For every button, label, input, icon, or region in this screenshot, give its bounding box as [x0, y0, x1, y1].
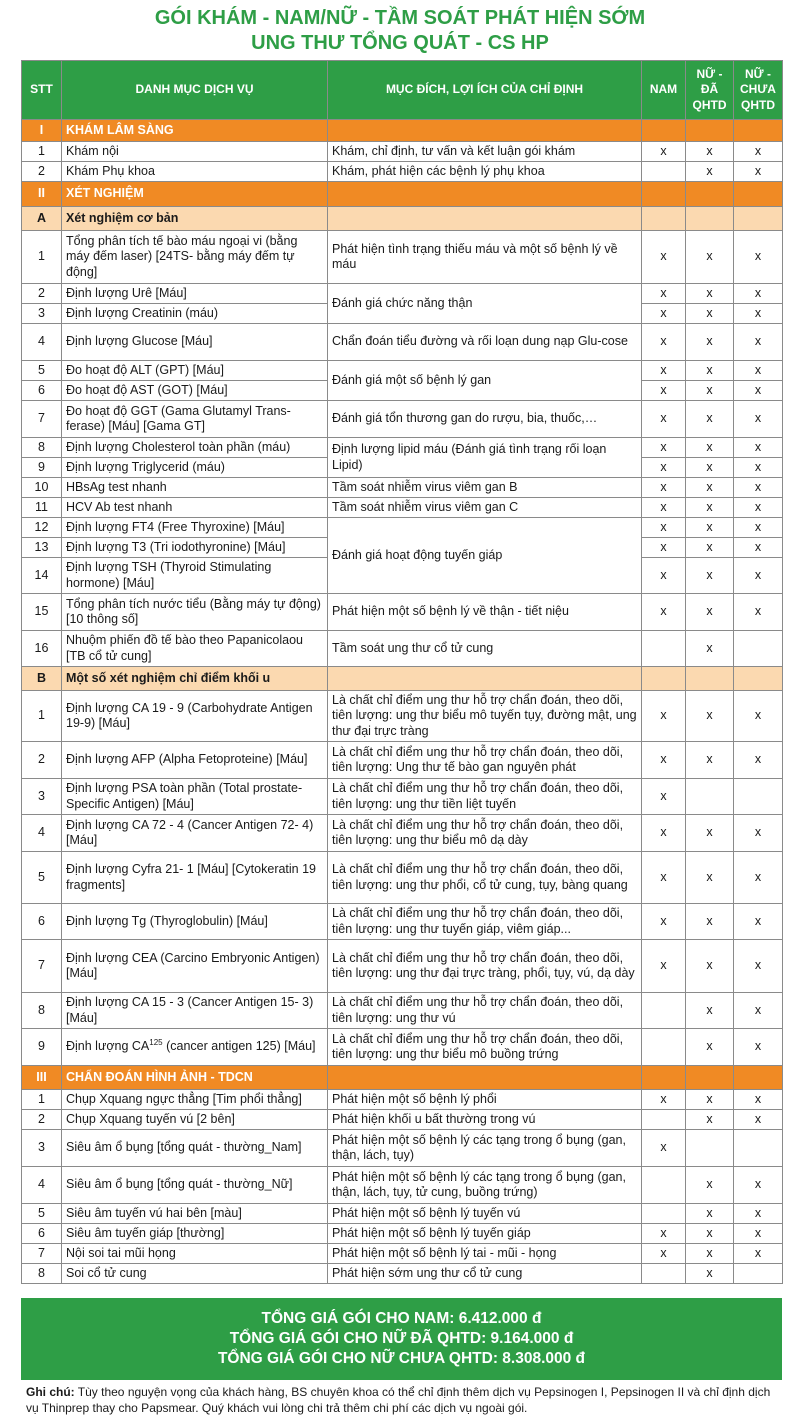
service-name-cell: Định lượng T3 (Tri iodothyronine) [Máu] — [62, 538, 328, 558]
section-label-cell: KHÁM LÂM SÀNG — [62, 120, 328, 142]
nu-chua-qhtd-mark-cell: x — [734, 401, 783, 438]
service-name-cell: HBsAg test nhanh — [62, 478, 328, 498]
table-row — [22, 940, 783, 993]
header-purpose: MỤC ĐÍCH, LỢI ÍCH CỦA CHỈ ĐỊNH — [328, 61, 642, 120]
service-name-cell: Định lượng AFP (Alpha Fetoproteine) [Máu] — [62, 742, 328, 779]
table-row — [22, 1029, 783, 1066]
nu-da-qhtd-mark-cell: x — [686, 940, 734, 993]
purpose-cell: Là chất chỉ điểm ung thư hỗ trợ chẩn đoán, theo dõi, tiên lượng: ung thư phổi, cổ tử cung, tụy, bàng quang — [328, 852, 642, 904]
purpose-cell: Phát hiện một số bệnh lý tai - mũi - họng — [328, 1244, 642, 1264]
nu-da-qhtd-mark-cell: x — [686, 438, 734, 458]
service-name-cell: Định lượng Tg (Thyroglobulin) [Máu] — [62, 904, 328, 940]
nu-da-qhtd-mark-cell: x — [686, 1224, 734, 1244]
stt-cell: 13 — [22, 538, 62, 558]
nam-mark-cell: x — [642, 324, 686, 361]
service-name-cell: Định lượng Cholesterol toàn phần (máu) — [62, 438, 328, 458]
purpose-cell: Là chất chỉ điểm ung thư hỗ trợ chẩn đoán, theo dõi, tiên lượng: Ung thư tế bào gan nguyên phát — [328, 742, 642, 779]
table-cell — [642, 667, 686, 691]
nu-da-qhtd-mark-cell: x — [686, 361, 734, 381]
stt-cell: 2 — [22, 284, 62, 304]
service-name-cell: Siêu âm ổ bụng [tổng quát - thường_Nữ] — [62, 1167, 328, 1204]
table-row — [22, 815, 783, 852]
purpose-cell: Đánh giá tổn thương gan do rượu, bia, thuốc,… — [328, 401, 642, 438]
table-row — [22, 631, 783, 667]
footnote-label: Ghi chú: — [26, 1385, 75, 1399]
nu-chua-qhtd-mark-cell: x — [734, 904, 783, 940]
table-cell — [734, 667, 783, 691]
nam-mark-cell: x — [642, 1244, 686, 1264]
nam-mark-cell: x — [642, 538, 686, 558]
service-name-cell: Chụp Xquang tuyến vú [2 bên] — [62, 1110, 328, 1130]
header-nu-da: NỮ - ĐÃ QHTD — [686, 61, 734, 120]
total-nu-chua-qhtd: TỔNG GIÁ GÓI CHO NỮ CHƯA QHTD: 8.308.000 đ — [217, 1350, 586, 1367]
purpose-cell: Phát hiện một số bệnh lý về thận - tiết niệu — [328, 594, 642, 631]
subsection-row-chi-diem-khoi-u — [22, 667, 783, 691]
stt-cell: I — [22, 120, 62, 142]
nu-da-qhtd-mark-cell: x — [686, 1167, 734, 1204]
stt-cell: 5 — [22, 361, 62, 381]
table-cell — [328, 120, 642, 142]
section-row-chan-doan-hinh-anh — [22, 1066, 783, 1090]
nam-mark-cell: x — [642, 558, 686, 594]
section-label-cell: XÉT NGHIỆM — [62, 182, 328, 207]
subsection-row-co-ban — [22, 207, 783, 231]
service-name-cell: Định lượng TSH (Thyroid Stimulating hormone) [Máu] — [62, 558, 328, 594]
footnote — [26, 1384, 786, 1416]
nu-chua-qhtd-mark-cell: x — [734, 691, 783, 742]
total-nam: TỔNG GIÁ GÓI CHO NAM: 6.412.000 đ — [261, 1310, 542, 1327]
table-cell — [686, 1066, 734, 1090]
service-name-cell: Siêu âm ổ bụng [tổng quát - thường_Nam] — [62, 1130, 328, 1167]
nam-mark-cell: x — [642, 1224, 686, 1244]
section-label-cell: CHẨN ĐOÁN HÌNH ẢNH - TDCN — [62, 1066, 328, 1090]
table-cell — [686, 120, 734, 142]
table-row — [22, 438, 783, 458]
nu-chua-qhtd-mark-cell: x — [734, 361, 783, 381]
nu-chua-qhtd-mark-cell: x — [734, 231, 783, 284]
nu-chua-qhtd-mark-cell: x — [734, 742, 783, 779]
stt-cell: 1 — [22, 142, 62, 162]
service-name-cell: Đo hoạt độ AST (GOT) [Máu] — [62, 381, 328, 401]
service-name-cell: HCV Ab test nhanh — [62, 498, 328, 518]
stt-cell: 15 — [22, 594, 62, 631]
service-name-cell: Định lượng CA 15 - 3 (Cancer Antigen 15- 3) [Máu] — [62, 993, 328, 1029]
table-row — [22, 162, 783, 182]
nu-da-qhtd-mark-cell: x — [686, 1264, 734, 1284]
nam-mark-cell — [642, 1029, 686, 1066]
service-name-cell: Siêu âm tuyến vú hai bên [màu] — [62, 1204, 328, 1224]
service-name-cell: Định lượng Creatinin (máu) — [62, 304, 328, 324]
purpose-cell: Phát hiện một số bệnh lý tuyến giáp — [328, 1224, 642, 1244]
purpose-cell: Là chất chỉ điểm ung thư hỗ trợ chẩn đoán, theo dõi, tiên lượng: ung thư biểu mô tuyến tụy, đường mật, ung thư đại trực tràng — [328, 691, 642, 742]
stt-cell: 1 — [22, 1090, 62, 1110]
nu-chua-qhtd-mark-cell: x — [734, 142, 783, 162]
table-row — [22, 401, 783, 438]
header-nam: NAM — [642, 61, 686, 120]
purpose-cell: Phát hiện sớm ung thư cổ tử cung — [328, 1264, 642, 1284]
nu-chua-qhtd-mark-cell: x — [734, 304, 783, 324]
stt-cell: 4 — [22, 1167, 62, 1204]
table-cell — [328, 182, 642, 207]
stt-cell: 7 — [22, 1244, 62, 1264]
nam-mark-cell: x — [642, 852, 686, 904]
service-name-cell: Tổng phân tích nước tiểu (Bằng máy tự động) [10 thông số] — [62, 594, 328, 631]
service-name-cell: Định lượng Cyfra 21- 1 [Máu] [Cytokeratin 19 fragments] — [62, 852, 328, 904]
header-service: DANH MỤC DỊCH VỤ — [62, 61, 328, 120]
table-row — [22, 231, 783, 284]
nu-da-qhtd-mark-cell: x — [686, 381, 734, 401]
service-name-cell: Chụp Xquang ngực thẳng [Tim phổi thẳng] — [62, 1090, 328, 1110]
stt-cell: 4 — [22, 324, 62, 361]
nam-mark-cell: x — [642, 361, 686, 381]
nu-chua-qhtd-mark-cell: x — [734, 993, 783, 1029]
nu-chua-qhtd-mark-cell: x — [734, 1224, 783, 1244]
table-cell — [642, 182, 686, 207]
stt-cell: 9 — [22, 458, 62, 478]
nu-da-qhtd-mark-cell: x — [686, 1244, 734, 1264]
table-cell — [642, 1066, 686, 1090]
stt-cell: III — [22, 1066, 62, 1090]
stt-cell: A — [22, 207, 62, 231]
table-row — [22, 904, 783, 940]
nam-mark-cell: x — [642, 594, 686, 631]
stt-cell: 5 — [22, 1204, 62, 1224]
purpose-cell: Phát hiện khối u bất thường trong vú — [328, 1110, 642, 1130]
table-row — [22, 852, 783, 904]
nu-da-qhtd-mark-cell: x — [686, 742, 734, 779]
table-row — [22, 691, 783, 742]
stt-cell: 9 — [22, 1029, 62, 1066]
purpose-cell: Là chất chỉ điểm ung thư hỗ trợ chẩn đoán, theo dõi, tiên lượng: ung thư biểu mô buồng trứng — [328, 1029, 642, 1066]
stt-cell: 2 — [22, 742, 62, 779]
nu-da-qhtd-mark-cell: x — [686, 142, 734, 162]
purpose-cell: Tầm soát nhiễm virus viêm gan B — [328, 478, 642, 498]
nam-mark-cell — [642, 993, 686, 1029]
service-name-cell: Định lượng PSA toàn phần (Total prostate-Specific Antigen) [Máu] — [62, 779, 328, 815]
table-cell — [734, 120, 783, 142]
nu-chua-qhtd-mark-cell — [734, 1264, 783, 1284]
stt-cell: 7 — [22, 401, 62, 438]
nu-da-qhtd-mark-cell: x — [686, 1110, 734, 1130]
nam-mark-cell: x — [642, 779, 686, 815]
nam-mark-cell: x — [642, 478, 686, 498]
stt-cell: 3 — [22, 779, 62, 815]
stt-cell: 7 — [22, 940, 62, 993]
table-cell — [686, 207, 734, 231]
section-label-cell: Xét nghiệm cơ bản — [62, 207, 328, 231]
table-cell — [686, 667, 734, 691]
stt-cell: 16 — [22, 631, 62, 667]
nu-da-qhtd-mark-cell: x — [686, 401, 734, 438]
purpose-cell: Khám, chỉ định, tư vấn và kết luận gói khám — [328, 142, 642, 162]
table-row — [22, 742, 783, 779]
service-name-cell: Định lượng Glucose [Máu] — [62, 324, 328, 361]
table-row — [22, 142, 783, 162]
nam-mark-cell: x — [642, 498, 686, 518]
purpose-cell: Là chất chỉ điểm ung thư hỗ trợ chẩn đoán, theo dõi, tiên lượng: ung thư đại trực tràng, phổi, tụy, vú, dạ dày — [328, 940, 642, 993]
nu-da-qhtd-mark-cell: x — [686, 852, 734, 904]
table-row — [22, 594, 783, 631]
nu-da-qhtd-mark-cell — [686, 1130, 734, 1167]
nu-chua-qhtd-mark-cell: x — [734, 1204, 783, 1224]
stt-cell: 8 — [22, 1264, 62, 1284]
nam-mark-cell: x — [642, 691, 686, 742]
nam-mark-cell: x — [642, 1130, 686, 1167]
service-name-cell: Tổng phân tích tế bào máu ngoại vi (bằng máy đếm laser) [24TS- bằng máy đếm tự động] — [62, 231, 328, 284]
table-row — [22, 1244, 783, 1264]
purpose-cell: Tầm soát nhiễm virus viêm gan C — [328, 498, 642, 518]
nam-mark-cell: x — [642, 231, 686, 284]
table-cell — [328, 207, 642, 231]
section-label-cell: Một số xét nghiệm chỉ điểm khối u — [62, 667, 328, 691]
stt-cell: 10 — [22, 478, 62, 498]
nam-mark-cell: x — [642, 940, 686, 993]
nu-da-qhtd-mark-cell: x — [686, 631, 734, 667]
nam-mark-cell — [642, 1204, 686, 1224]
nu-da-qhtd-mark-cell: x — [686, 993, 734, 1029]
table-cell — [328, 1066, 642, 1090]
nam-mark-cell: x — [642, 284, 686, 304]
footnote-text: Tùy theo nguyện vọng của khách hàng, BS chuyên khoa có thể chỉ định thêm dịch vụ Pepsinogen I, Pepsinogen II và chỉ định dịch vụ Thinprep thay cho Papsmear. Quý khách vui lòng chi trả thêm chi phí các dịch vụ ngoài gói. — [26, 1385, 771, 1415]
purpose-cell: Là chất chỉ điểm ung thư hỗ trợ chẩn đoán, theo dõi, tiên lượng: ung thư vú — [328, 993, 642, 1029]
table-row — [22, 1110, 783, 1130]
service-name-cell: Soi cổ tử cung — [62, 1264, 328, 1284]
nam-mark-cell — [642, 631, 686, 667]
title-line-2: UNG THƯ TỔNG QUÁT - CS HP — [251, 32, 549, 54]
nu-da-qhtd-mark-cell: x — [686, 1090, 734, 1110]
table-cell — [734, 182, 783, 207]
nu-chua-qhtd-mark-cell: x — [734, 478, 783, 498]
service-name-cell: Đo hoạt độ ALT (GPT) [Máu] — [62, 361, 328, 381]
page-title — [0, 0, 800, 54]
purpose-cell: Khám, phát hiện các bệnh lý phụ khoa — [328, 162, 642, 182]
nu-chua-qhtd-mark-cell — [734, 779, 783, 815]
nam-mark-cell: x — [642, 381, 686, 401]
nu-chua-qhtd-mark-cell — [734, 631, 783, 667]
table-row — [22, 1130, 783, 1167]
service-name-cell: Định lượng CA$^{125}$ (cancer antigen 125) [Máu] — [62, 1029, 328, 1066]
nam-mark-cell: x — [642, 742, 686, 779]
purpose-cell: Đánh giá chức năng thận — [328, 284, 642, 324]
nu-da-qhtd-mark-cell: x — [686, 498, 734, 518]
table-row — [22, 284, 783, 304]
purpose-cell: Tầm soát ung thư cổ tử cung — [328, 631, 642, 667]
table-row — [22, 1090, 783, 1110]
table-header-row — [22, 61, 783, 120]
nu-chua-qhtd-mark-cell: x — [734, 324, 783, 361]
nu-chua-qhtd-mark-cell: x — [734, 594, 783, 631]
nu-chua-qhtd-mark-cell: x — [734, 558, 783, 594]
nu-chua-qhtd-mark-cell: x — [734, 538, 783, 558]
table-row — [22, 993, 783, 1029]
stt-cell: 2 — [22, 162, 62, 182]
table-row — [22, 1204, 783, 1224]
nu-da-qhtd-mark-cell: x — [686, 324, 734, 361]
table-row — [22, 478, 783, 498]
table-cell — [642, 207, 686, 231]
nu-chua-qhtd-mark-cell: x — [734, 438, 783, 458]
nu-da-qhtd-mark-cell: x — [686, 1204, 734, 1224]
table-cell — [734, 207, 783, 231]
stt-cell: 2 — [22, 1110, 62, 1130]
nu-da-qhtd-mark-cell: x — [686, 904, 734, 940]
nu-da-qhtd-mark-cell: x — [686, 518, 734, 538]
stt-cell: 6 — [22, 381, 62, 401]
nu-chua-qhtd-mark-cell: x — [734, 1110, 783, 1130]
stt-cell: 1 — [22, 691, 62, 742]
purpose-cell: Định lượng lipid máu (Đánh giá tình trạng rối loạn Lipid) — [328, 438, 642, 478]
purpose-cell: Là chất chỉ điểm ung thư hỗ trợ chẩn đoán, theo dõi, tiên lượng: ung thư tiền liệt tuyến — [328, 779, 642, 815]
purpose-cell: Phát hiện một số bệnh lý các tạng trong ổ bụng (gan, thận, lách, tụy, tử cung, buồng trứng) — [328, 1167, 642, 1204]
table-row — [22, 361, 783, 381]
nu-chua-qhtd-mark-cell: x — [734, 940, 783, 993]
stt-cell: 3 — [22, 304, 62, 324]
stt-cell: 12 — [22, 518, 62, 538]
stt-cell: 3 — [22, 1130, 62, 1167]
nu-da-qhtd-mark-cell: x — [686, 458, 734, 478]
nam-mark-cell — [642, 1264, 686, 1284]
stt-cell: 8 — [22, 993, 62, 1029]
nam-mark-cell: x — [642, 401, 686, 438]
nu-chua-qhtd-mark-cell: x — [734, 162, 783, 182]
nu-da-qhtd-mark-cell: x — [686, 558, 734, 594]
purpose-cell: Phát hiện một số bệnh lý tuyến vú — [328, 1204, 642, 1224]
service-name-cell: Khám Phụ khoa — [62, 162, 328, 182]
nam-mark-cell: x — [642, 458, 686, 478]
stt-cell: 11 — [22, 498, 62, 518]
table-row — [22, 1224, 783, 1244]
nu-chua-qhtd-mark-cell — [734, 1130, 783, 1167]
purpose-cell: Là chất chỉ điểm ung thư hỗ trợ chẩn đoán, theo dõi, tiên lượng: ung thư biểu mô dạ dày — [328, 815, 642, 852]
nu-da-qhtd-mark-cell: x — [686, 691, 734, 742]
stt-cell: 4 — [22, 815, 62, 852]
service-name-cell: Định lượng CEA (Carcino Embryonic Antigen) [Máu] — [62, 940, 328, 993]
service-name-cell: Đo hoạt độ GGT (Gama Glutamyl Trans-ferase) [Máu] [Gama GT] — [62, 401, 328, 438]
table-row — [22, 779, 783, 815]
table-cell — [734, 1066, 783, 1090]
nam-mark-cell — [642, 162, 686, 182]
title-line-1: GÓI KHÁM - NAM/NỮ - TẦM SOÁT PHÁT HIỆN SỚM — [154, 7, 646, 29]
service-name-cell: Khám nội — [62, 142, 328, 162]
nu-da-qhtd-mark-cell: x — [686, 538, 734, 558]
service-table — [21, 60, 783, 1284]
purpose-cell: Phát hiện một số bệnh lý các tạng trong ổ bụng (gan, thận, lách, tụy) — [328, 1130, 642, 1167]
table-row — [22, 1167, 783, 1204]
stt-cell: II — [22, 182, 62, 207]
stt-cell: 8 — [22, 438, 62, 458]
service-name-cell: Định lượng Urê [Máu] — [62, 284, 328, 304]
nu-da-qhtd-mark-cell: x — [686, 162, 734, 182]
service-name-cell: Định lượng CA 19 - 9 (Carbohydrate Antigen 19-9) [Máu] — [62, 691, 328, 742]
nu-chua-qhtd-mark-cell: x — [734, 1167, 783, 1204]
nam-mark-cell: x — [642, 142, 686, 162]
service-name-cell: Nội soi tai mũi họng — [62, 1244, 328, 1264]
purpose-cell: Phát hiện một số bệnh lý phổi — [328, 1090, 642, 1110]
nu-da-qhtd-mark-cell: x — [686, 594, 734, 631]
table-cell — [686, 182, 734, 207]
header-nu-chua: NỮ - CHƯA QHTD — [734, 61, 783, 120]
table-row — [22, 1264, 783, 1284]
service-name-cell: Định lượng CA 72 - 4 (Cancer Antigen 72- 4) [Máu] — [62, 815, 328, 852]
stt-cell: B — [22, 667, 62, 691]
nu-da-qhtd-mark-cell: x — [686, 304, 734, 324]
price-totals — [21, 1298, 782, 1380]
nam-mark-cell: x — [642, 304, 686, 324]
stt-cell: 14 — [22, 558, 62, 594]
nu-chua-qhtd-mark-cell: x — [734, 518, 783, 538]
purpose-cell: Là chất chỉ điểm ung thư hỗ trợ chẩn đoán, theo dõi, tiên lượng: ung thư tuyến giáp, viêm giáp... — [328, 904, 642, 940]
nu-chua-qhtd-mark-cell: x — [734, 284, 783, 304]
table-row — [22, 498, 783, 518]
nam-mark-cell — [642, 1167, 686, 1204]
nu-chua-qhtd-mark-cell: x — [734, 381, 783, 401]
table-row — [22, 324, 783, 361]
total-nu-da-qhtd: TỔNG GIÁ GÓI CHO NỮ ĐÃ QHTD: 9.164.000 đ — [229, 1330, 574, 1347]
nu-da-qhtd-mark-cell: x — [686, 815, 734, 852]
service-name-cell: Siêu âm tuyến giáp [thường] — [62, 1224, 328, 1244]
nam-mark-cell — [642, 1110, 686, 1130]
nu-chua-qhtd-mark-cell: x — [734, 458, 783, 478]
nam-mark-cell: x — [642, 904, 686, 940]
table-cell — [328, 667, 642, 691]
table-cell — [642, 120, 686, 142]
nam-mark-cell: x — [642, 438, 686, 458]
nu-da-qhtd-mark-cell — [686, 779, 734, 815]
nu-da-qhtd-mark-cell: x — [686, 284, 734, 304]
nu-da-qhtd-mark-cell: x — [686, 478, 734, 498]
purpose-cell: Đánh giá hoạt động tuyến giáp — [328, 518, 642, 594]
nu-chua-qhtd-mark-cell: x — [734, 1244, 783, 1264]
stt-cell: 6 — [22, 1224, 62, 1244]
purpose-cell: Đánh giá một số bệnh lý gan — [328, 361, 642, 401]
nam-mark-cell: x — [642, 815, 686, 852]
purpose-cell: Phát hiện tình trạng thiếu máu và một số bệnh lý về máu — [328, 231, 642, 284]
stt-cell: 1 — [22, 231, 62, 284]
service-name-cell: Định lượng FT4 (Free Thyroxine) [Máu] — [62, 518, 328, 538]
nam-mark-cell: x — [642, 1090, 686, 1110]
nu-da-qhtd-mark-cell: x — [686, 231, 734, 284]
nu-chua-qhtd-mark-cell: x — [734, 1090, 783, 1110]
table-row — [22, 518, 783, 538]
stt-cell: 6 — [22, 904, 62, 940]
purpose-cell: Chẩn đoán tiểu đường và rối loạn dung nạp Glu-cose — [328, 324, 642, 361]
nu-chua-qhtd-mark-cell: x — [734, 815, 783, 852]
section-row-xet-nghiem — [22, 182, 783, 207]
nu-chua-qhtd-mark-cell: x — [734, 498, 783, 518]
service-name-cell: Định lượng Triglycerid (máu) — [62, 458, 328, 478]
nam-mark-cell: x — [642, 518, 686, 538]
nu-chua-qhtd-mark-cell: x — [734, 1029, 783, 1066]
stt-cell: 5 — [22, 852, 62, 904]
nu-chua-qhtd-mark-cell: x — [734, 852, 783, 904]
nu-da-qhtd-mark-cell: x — [686, 1029, 734, 1066]
header-stt: STT — [22, 61, 62, 120]
section-row-kham-lam-sang — [22, 120, 783, 142]
service-name-cell: Nhuộm phiến đồ tế bào theo Papanicolaou [TB cổ tử cung] — [62, 631, 328, 667]
